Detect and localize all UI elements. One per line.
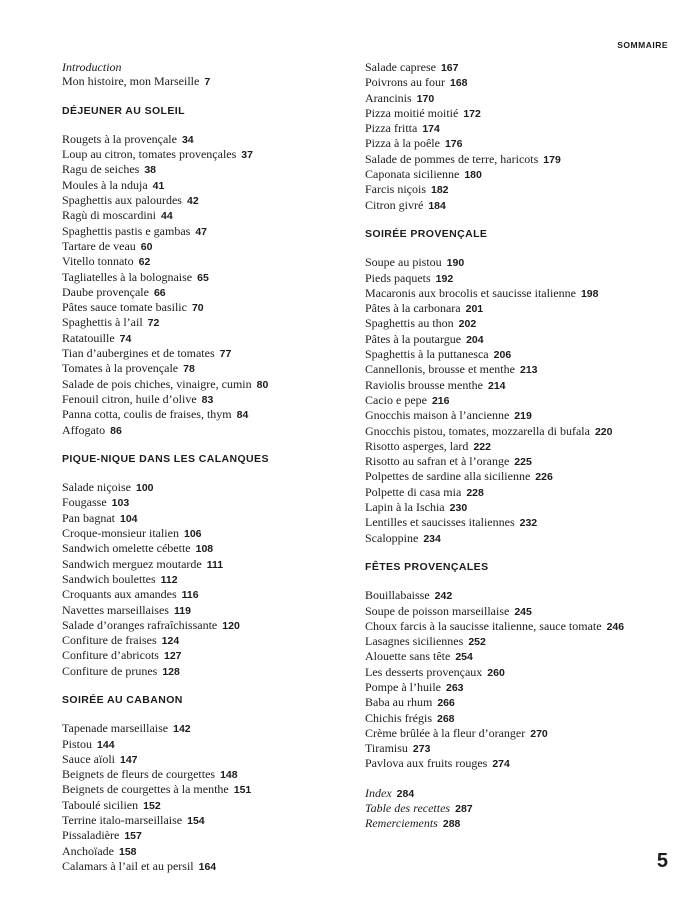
- entry-page: 222: [473, 440, 491, 453]
- entry-title: Vitello tonnato: [62, 254, 134, 269]
- entry-title: Gnocchis pistou, tomates, mozzarella di bufala: [365, 423, 590, 438]
- entry-title: Fenouil citron, huile d’olive: [62, 391, 197, 406]
- entry-title: Terrine italo-marseillaise: [62, 813, 183, 828]
- toc-entry[interactable]: [62, 480, 342, 495]
- entry-page: 268: [437, 712, 455, 725]
- entry-title: Pompe à l’huile: [365, 679, 441, 694]
- entry-title: Moules à la nduja: [62, 177, 148, 192]
- entry-title: Crème brûlée à la fleur d’oranger: [365, 725, 526, 740]
- toc-entry[interactable]: [365, 393, 685, 408]
- toc-entry[interactable]: [365, 454, 685, 469]
- entry-page: 234: [423, 532, 441, 545]
- toc-entry[interactable]: [62, 648, 342, 663]
- entry-title: Panna cotta, coulis de fraises, thym: [62, 407, 232, 422]
- toc-entry[interactable]: [365, 711, 685, 726]
- appendix-list: [365, 786, 685, 832]
- toc-entry[interactable]: [365, 588, 685, 603]
- entry-title: Sandwich boulettes: [62, 571, 156, 586]
- toc-entry[interactable]: [62, 407, 342, 422]
- toc-entry[interactable]: [62, 193, 342, 208]
- toc-entry[interactable]: [365, 362, 685, 377]
- entry-title: Bouillabaisse: [365, 588, 430, 603]
- toc-entry[interactable]: [365, 152, 685, 167]
- toc-entry[interactable]: [62, 208, 342, 223]
- entry-page: 148: [220, 769, 238, 782]
- entry-title: Tagliatelles à la bolognaise: [62, 269, 193, 284]
- entry-title: Scaloppine: [365, 530, 419, 545]
- entry-page: 142: [173, 723, 191, 736]
- toc-entry[interactable]: [62, 798, 342, 813]
- entry-title: Sandwich omelette cébette: [62, 541, 191, 556]
- entry-title: Lentilles et saucisses italiennes: [365, 515, 515, 530]
- toc-entry[interactable]: [365, 786, 685, 801]
- entry-page: 273: [412, 743, 431, 756]
- entry-page: 144: [97, 738, 115, 751]
- right-column: [365, 60, 685, 832]
- entry-page: 65: [197, 271, 209, 284]
- entry-page: 270: [530, 727, 548, 740]
- toc-entry[interactable]: [365, 332, 685, 347]
- entry-page: 201: [465, 303, 484, 316]
- entry-page: 213: [519, 364, 538, 377]
- toc-entry[interactable]: [62, 346, 342, 361]
- entry-title: Pan bagnat: [62, 510, 115, 525]
- entry-page: 112: [160, 573, 178, 586]
- entry-title: Tiramisu: [365, 741, 408, 756]
- entry-page: 180: [464, 169, 482, 182]
- entry-page: 77: [219, 348, 232, 361]
- entry-title: Polpette di casa mia: [365, 484, 462, 499]
- toc-entry[interactable]: [62, 495, 342, 510]
- section-heading: DÉJEUNER AU SOLEIL: [62, 104, 185, 117]
- entry-page: 170: [416, 92, 435, 105]
- toc-entry[interactable]: [365, 695, 685, 710]
- toc-entry[interactable]: [62, 331, 342, 346]
- entry-title: Pistou: [62, 736, 93, 751]
- toc-entry[interactable]: [365, 816, 685, 831]
- entry-page: 214: [487, 379, 506, 392]
- toc-entry[interactable]: [62, 300, 342, 315]
- toc-entry[interactable]: [365, 60, 685, 75]
- entry-page: 37: [241, 149, 253, 162]
- toc-entry[interactable]: [62, 74, 342, 89]
- entry-page: 60: [140, 240, 153, 253]
- toc-entry[interactable]: [365, 286, 685, 301]
- entry-page: 246: [606, 620, 625, 633]
- entry-page: 62: [138, 256, 151, 269]
- entry-page: 38: [144, 164, 156, 177]
- entry-title: Pizza moitié moitié: [365, 105, 459, 120]
- entry-title: Tapenade marseillaise: [62, 721, 169, 736]
- toc-entry[interactable]: [62, 587, 342, 602]
- toc-entry[interactable]: [365, 408, 685, 423]
- toc-entry[interactable]: [365, 91, 685, 106]
- toc-entry[interactable]: [365, 515, 685, 530]
- entry-title: Croque-monsieur italien: [62, 526, 179, 541]
- toc-entry[interactable]: [365, 136, 685, 151]
- toc-entry[interactable]: [365, 347, 685, 362]
- entry-page: 78: [183, 363, 195, 376]
- entry-title: Pavlova aux fruits rouges: [365, 756, 488, 771]
- entry-page: 179: [543, 153, 561, 166]
- entry-page: 198: [580, 287, 599, 300]
- toc-entry[interactable]: [62, 285, 342, 300]
- entry-title: Soupe de poisson marseillaise: [365, 603, 510, 618]
- entry-page: 116: [181, 589, 199, 602]
- toc-entry[interactable]: [62, 392, 342, 407]
- toc-entry[interactable]: [62, 721, 342, 736]
- entry-page: 228: [466, 486, 484, 499]
- entry-page: 190: [446, 257, 465, 270]
- entry-title: Spaghettis à la puttanesca: [365, 347, 489, 362]
- entry-title: Remerciements: [365, 816, 438, 831]
- entry-page: 204: [466, 333, 484, 346]
- toc-entry[interactable]: [62, 423, 342, 438]
- toc-entry[interactable]: [365, 75, 685, 90]
- entry-page: 192: [435, 272, 454, 285]
- entry-page: 225: [514, 456, 532, 469]
- entry-page: 104: [120, 512, 138, 525]
- entry-page: 7: [204, 76, 211, 89]
- toc-entry[interactable]: [365, 649, 685, 664]
- entry-title: Les desserts provençaux: [365, 664, 483, 679]
- entry-page: 220: [594, 425, 613, 438]
- entry-page: 206: [493, 349, 512, 362]
- entry-title: Taboulé sicilien: [62, 797, 139, 812]
- left-column: [62, 60, 342, 874]
- continued-list: [365, 60, 685, 213]
- toc-entry[interactable]: [62, 767, 342, 782]
- toc-entry[interactable]: [62, 377, 342, 392]
- toc-entry[interactable]: [62, 557, 342, 572]
- toc-entry[interactable]: [365, 316, 685, 331]
- entry-title: Pizza fritta: [365, 121, 418, 136]
- entry-title: Salade de pommes de terre, haricots: [365, 151, 539, 166]
- entry-page: 260: [487, 666, 505, 679]
- entry-page: 184: [428, 199, 446, 212]
- entry-title: Table des recettes: [365, 801, 451, 816]
- entry-page: 66: [153, 286, 166, 299]
- entry-title: Arancinis: [365, 90, 412, 105]
- toc-entry[interactable]: [365, 439, 685, 454]
- entry-title: Ragu de seiches: [62, 162, 140, 177]
- entry-page: 230: [449, 502, 468, 515]
- toc-entry[interactable]: [365, 167, 685, 182]
- entry-title: Tartare de veau: [62, 238, 136, 253]
- entry-title: Confiture de fraises: [62, 633, 157, 648]
- entry-title: Lapin à la Ischia: [365, 500, 445, 515]
- entry-page: 80: [256, 378, 269, 391]
- toc-entry[interactable]: [365, 756, 685, 771]
- page-number: 5: [656, 850, 668, 872]
- entry-page: 34: [181, 133, 194, 146]
- section-header: SOMMAIRE: [617, 40, 668, 50]
- entry-page: 42: [186, 195, 199, 208]
- entry-title: Beignets de fleurs de courgettes: [62, 767, 216, 782]
- entry-title: Daube provençale: [62, 284, 149, 299]
- toc-entry[interactable]: [365, 106, 685, 121]
- entry-page: 47: [195, 225, 208, 238]
- toc-entry[interactable]: [365, 726, 685, 741]
- entry-title: Pieds paquets: [365, 270, 431, 285]
- entry-page: 100: [135, 482, 154, 495]
- toc-entry[interactable]: [62, 752, 342, 767]
- entry-page: 172: [463, 107, 481, 120]
- toc-entry[interactable]: [365, 801, 685, 816]
- entry-page: 168: [450, 77, 468, 90]
- entry-page: 157: [124, 830, 142, 843]
- entry-page: 72: [147, 317, 160, 330]
- entry-title: Pâtes à la poutargue: [365, 331, 462, 346]
- toc-entry[interactable]: [62, 828, 342, 843]
- entry-page: 284: [396, 787, 415, 800]
- toc-entry[interactable]: [365, 634, 685, 649]
- entry-page: 263: [445, 681, 464, 694]
- toc-entry[interactable]: [365, 500, 685, 515]
- entry-title: Mon histoire, mon Marseille: [62, 74, 200, 89]
- entry-page: 226: [535, 471, 553, 484]
- toc-entry[interactable]: [365, 198, 685, 213]
- toc-entry[interactable]: [62, 361, 342, 376]
- entry-page: 152: [143, 799, 161, 812]
- entry-title: Spaghettis pastis e gambas: [62, 223, 191, 238]
- toc-entry[interactable]: [62, 132, 342, 147]
- entry-page: 274: [492, 758, 510, 771]
- entry-page: 167: [440, 62, 459, 74]
- entry-title: Risotto au safran et à l’orange: [365, 454, 510, 469]
- toc-entry[interactable]: [62, 511, 342, 526]
- entry-page: 287: [455, 803, 473, 816]
- toc-entry[interactable]: [62, 633, 342, 648]
- entry-page: 44: [160, 210, 173, 223]
- entry-page: 254: [455, 651, 473, 664]
- toc-entry[interactable]: [62, 859, 342, 874]
- entry-page: 176: [444, 138, 463, 151]
- entry-title: Salade niçoise: [62, 480, 131, 495]
- toc-entry[interactable]: [62, 618, 342, 633]
- toc-entry[interactable]: [365, 469, 685, 484]
- entry-title: Baba au rhum: [365, 695, 433, 710]
- entry-title: Cacio e pepe: [365, 392, 427, 407]
- entry-title: Farcis niçois: [365, 182, 426, 197]
- toc-entry[interactable]: [62, 270, 342, 285]
- toc-entry[interactable]: [365, 680, 685, 695]
- entry-title: Polpettes de sardine alla sicilienne: [365, 469, 531, 484]
- toc-entry[interactable]: [365, 741, 685, 756]
- entry-title: Calamars à l’ail et au persil: [62, 858, 194, 873]
- entry-page: 252: [468, 636, 486, 649]
- entry-page: 83: [201, 393, 214, 406]
- entry-title: Loup au citron, tomates provençales: [62, 147, 237, 162]
- entry-title: Pizza à la poêle: [365, 136, 440, 151]
- entry-page: 86: [110, 424, 122, 437]
- toc-entry[interactable]: [365, 604, 685, 619]
- entry-title: Chichis frégis: [365, 710, 432, 725]
- entry-page: 164: [198, 860, 217, 873]
- entry-title: Spaghettis au thon: [365, 316, 454, 331]
- entry-title: Sauce aïoli: [62, 751, 115, 766]
- entry-page: 174: [422, 123, 440, 136]
- entry-page: 124: [161, 635, 180, 648]
- left-sections: [62, 104, 342, 875]
- entry-page: 128: [162, 665, 180, 678]
- toc-entry[interactable]: [365, 424, 685, 439]
- entry-title: Salade de pois chiches, vinaigre, cumin: [62, 376, 252, 391]
- entry-title: Choux farcis à la saucisse italienne, sauce tomate: [365, 618, 602, 633]
- toc-entry[interactable]: [365, 271, 685, 286]
- entry-page: 41: [152, 179, 165, 192]
- entry-title: Salade d’oranges rafraîchissante: [62, 617, 218, 632]
- entry-title: Gnocchis maison à l’ancienne: [365, 408, 510, 423]
- entry-page: 119: [173, 604, 191, 617]
- entry-title: Pâtes sauce tomate basilic: [62, 300, 187, 315]
- entry-page: 158: [118, 845, 137, 858]
- toc-entry[interactable]: [365, 485, 685, 500]
- entry-page: 245: [514, 605, 532, 618]
- toc-entry[interactable]: [62, 844, 342, 859]
- toc-entry[interactable]: [365, 619, 685, 634]
- toc-entry[interactable]: [365, 531, 685, 546]
- toc-entry[interactable]: [62, 239, 342, 254]
- entry-title: Navettes marseillaises: [62, 602, 169, 617]
- toc-entry[interactable]: [62, 603, 342, 618]
- toc-entry[interactable]: [62, 526, 342, 541]
- entry-title: Risotto asperges, lard: [365, 438, 469, 453]
- section-heading: FÊTES PROVENÇALES: [365, 560, 489, 573]
- toc-entry[interactable]: [62, 572, 342, 587]
- entry-title: Cannellonis, brousse et menthe: [365, 362, 515, 377]
- entry-title: Spaghettis aux palourdes: [62, 193, 182, 208]
- entry-title: Sandwich merguez moutarde: [62, 556, 202, 571]
- toc-entry[interactable]: [365, 182, 685, 197]
- entry-title: Confiture de prunes: [62, 663, 158, 678]
- toc-entry[interactable]: [365, 301, 685, 316]
- entry-title: Alouette sans tête: [365, 649, 451, 664]
- entry-page: 84: [236, 409, 249, 422]
- entry-title: Salade caprese: [365, 60, 436, 74]
- entry-title: Croquants aux amandes: [62, 587, 177, 602]
- entry-title: Confiture d’abricots: [62, 648, 159, 663]
- entry-title: Citron givré: [365, 197, 424, 212]
- entry-page: 202: [458, 318, 477, 331]
- entry-title: Soupe au pistou: [365, 255, 442, 270]
- entry-title: Pissaladière: [62, 828, 120, 843]
- entry-title: Pâtes à la carbonara: [365, 301, 461, 316]
- entry-page: 103: [111, 497, 130, 510]
- entry-page: 288: [442, 818, 461, 831]
- entry-page: 242: [434, 590, 453, 603]
- entry-page: 111: [206, 558, 224, 571]
- entry-title: Raviolis brousse menthe: [365, 377, 483, 392]
- toc-entry[interactable]: [62, 664, 342, 679]
- entry-page: 70: [191, 302, 204, 315]
- entry-page: 120: [222, 619, 240, 632]
- entry-page: 108: [195, 543, 214, 556]
- section-heading: SOIRÉE PROVENÇALE: [365, 227, 488, 240]
- entry-page: 147: [119, 753, 138, 766]
- entry-page: 151: [233, 784, 252, 797]
- toc-entry[interactable]: [62, 737, 342, 752]
- entry-page: 154: [187, 815, 205, 828]
- toc-entry[interactable]: [62, 178, 342, 193]
- entry-title: Tian d’aubergines et de tomates: [62, 346, 215, 361]
- section-heading: PIQUE-NIQUE DANS LES CALANQUES: [62, 452, 269, 465]
- right-sections: [365, 227, 685, 772]
- toc-entry[interactable]: [62, 541, 342, 556]
- entry-title: Ratatouille: [62, 330, 115, 345]
- toc-entry[interactable]: [365, 665, 685, 680]
- toc-entry[interactable]: [62, 147, 342, 162]
- toc-entry[interactable]: [62, 254, 342, 269]
- entry-page: 74: [119, 332, 132, 345]
- entry-title: Index: [365, 785, 392, 800]
- toc-entry[interactable]: [62, 224, 342, 239]
- intro-heading: Introduction: [62, 60, 122, 74]
- entry-page: 216: [431, 394, 450, 407]
- toc-entry[interactable]: [62, 782, 342, 797]
- entry-title: Poivrons au four: [365, 75, 445, 90]
- entry-title: Fougasse: [62, 495, 107, 510]
- entry-title: Anchoïade: [62, 843, 114, 858]
- entry-page: 232: [519, 517, 538, 530]
- entry-title: Ragù di moscardini: [62, 208, 156, 223]
- entry-page: 266: [437, 697, 455, 710]
- entry-page: 106: [183, 528, 202, 541]
- entry-title: Rougets à la provençale: [62, 131, 177, 146]
- entry-title: Macaronis aux brocolis et saucisse italienne: [365, 285, 576, 300]
- entry-title: Tomates à la provençale: [62, 361, 179, 376]
- entry-title: Beignets de courgettes à la menthe: [62, 782, 229, 797]
- entry-title: Affogato: [62, 422, 106, 437]
- toc-entry[interactable]: [62, 162, 342, 177]
- toc-entry[interactable]: [62, 315, 342, 330]
- toc-entry[interactable]: [365, 378, 685, 393]
- entry-page: 219: [514, 410, 532, 423]
- entry-title: Caponata sicilienne: [365, 167, 460, 182]
- section-heading: SOIRÉE AU CABANON: [62, 693, 183, 706]
- toc-entry[interactable]: [62, 813, 342, 828]
- toc-entry[interactable]: [365, 255, 685, 270]
- entry-title: Lasagnes siciliennes: [365, 634, 464, 649]
- entry-title: Spaghettis à l’ail: [62, 315, 143, 330]
- toc-entry[interactable]: [365, 121, 685, 136]
- entry-page: 127: [163, 650, 182, 663]
- entry-page: 182: [431, 184, 449, 197]
